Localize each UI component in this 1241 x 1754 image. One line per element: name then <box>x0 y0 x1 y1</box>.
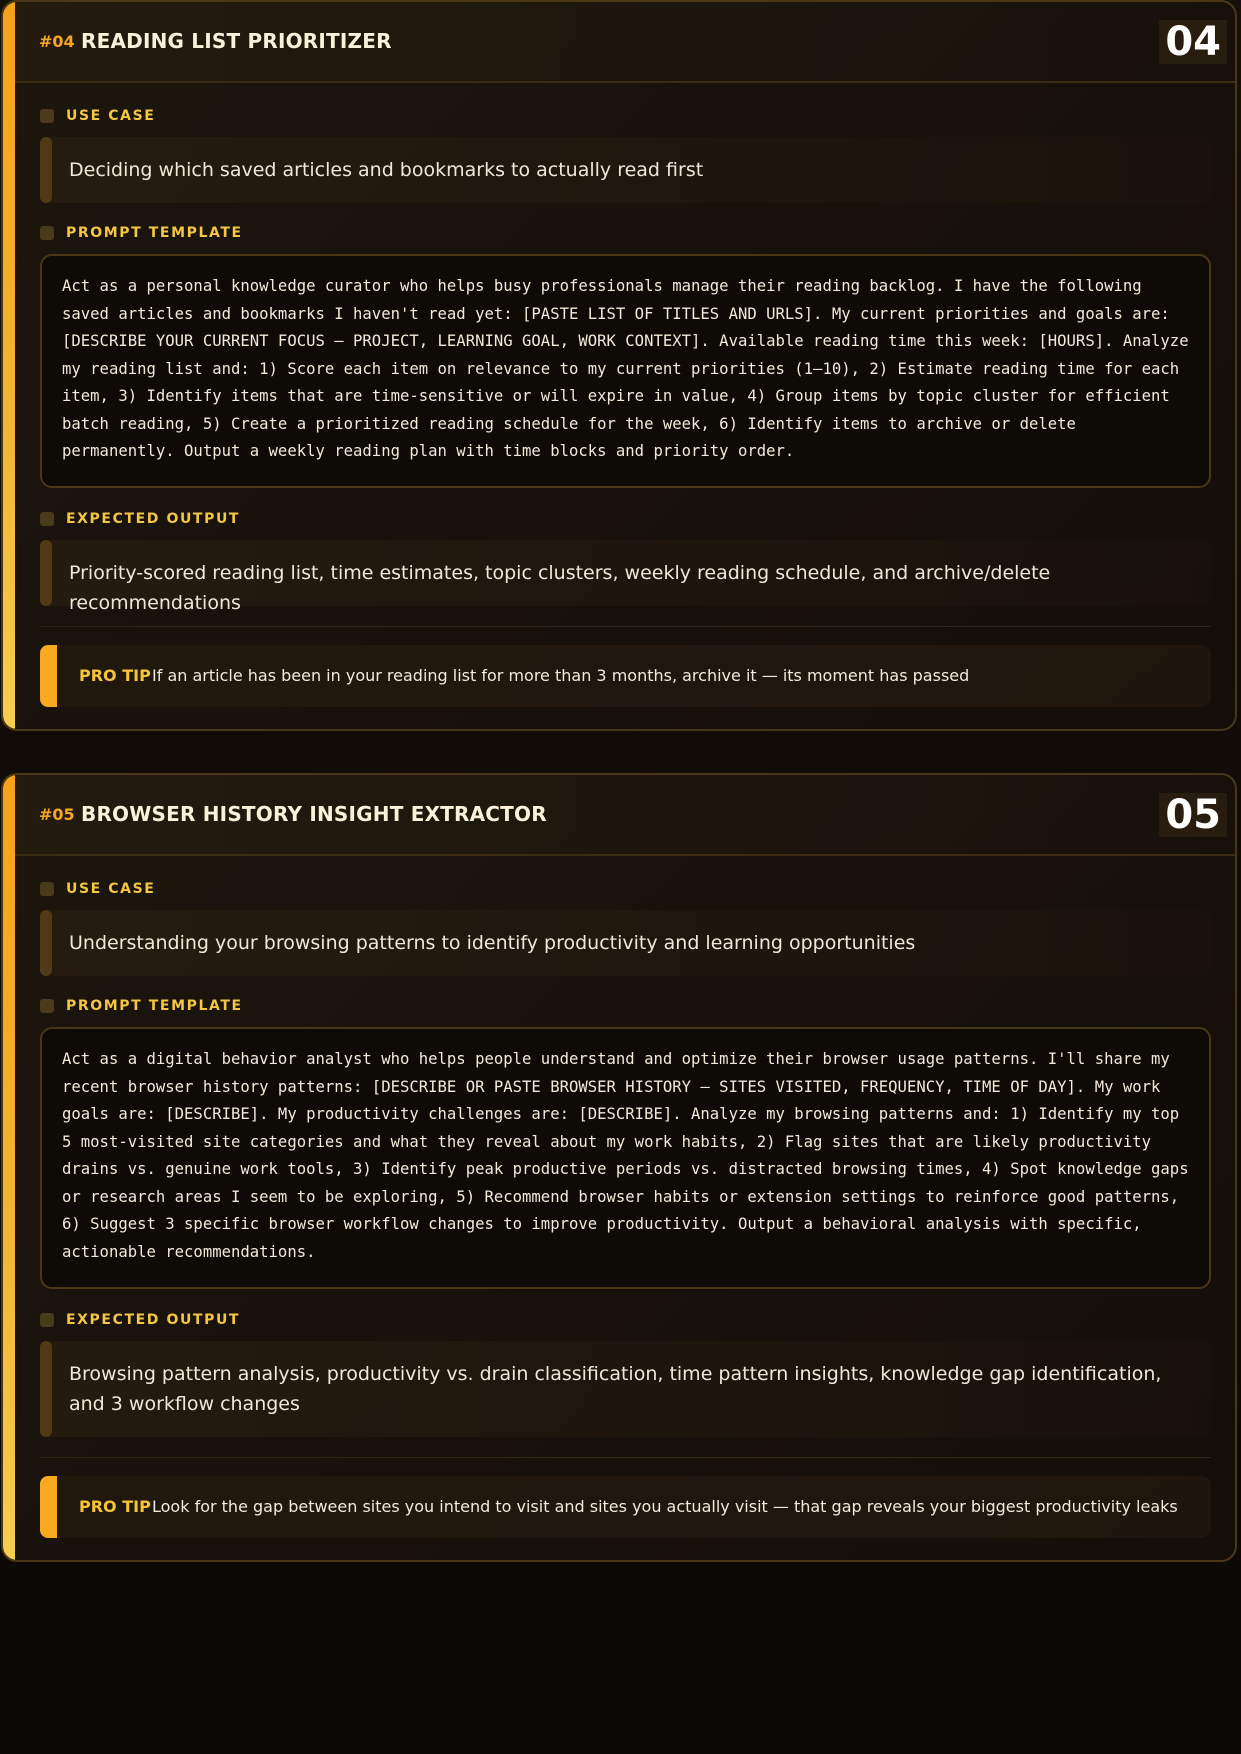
pro-tip-text: If an article has been in your reading list for more than 3 months, archive it — its moment has passed <box>152 666 970 685</box>
checkbox-icon <box>40 512 54 526</box>
pro-tip-bar <box>40 1476 57 1538</box>
pro-tip-label: PRO TIP <box>79 1497 151 1516</box>
checkbox-icon <box>40 226 54 240</box>
card-big-number: 05 <box>1159 793 1227 837</box>
section-divider <box>40 1457 1211 1458</box>
checkbox-icon <box>40 882 54 896</box>
use-case-text: Understanding your browsing patterns to identify productivity and learning opportunities <box>69 932 916 954</box>
prompt-template-label: PROMPT TEMPLATE <box>40 998 243 1014</box>
section-divider <box>40 626 1211 627</box>
use-case-text: Deciding which saved articles and bookmarks to actually read first <box>69 159 704 181</box>
quote-bar <box>40 540 52 606</box>
card-number-tag: #04 <box>39 32 75 51</box>
pro-tip-label: PRO TIP <box>79 666 151 685</box>
expected-output-text: Browsing pattern analysis, productivity vs. drain classification, time pattern insights, knowledge gap identification, and 3 workflow changes <box>69 1363 1162 1415</box>
pro-tip-bar <box>40 645 57 707</box>
checkbox-icon <box>40 1313 54 1327</box>
use-case-label: USE CASE <box>40 881 155 897</box>
card-accent-bar <box>3 775 15 1560</box>
quote-bar <box>40 1341 52 1437</box>
card-title: BROWSER HISTORY INSIGHT EXTRACTOR <box>81 802 547 826</box>
quote-bar <box>40 137 52 203</box>
pro-tip <box>40 645 1211 707</box>
card-header <box>15 2 1235 83</box>
card-big-number: 04 <box>1159 20 1227 64</box>
card-number-tag: #05 <box>39 805 75 824</box>
expected-output-label: EXPECTED OUTPUT <box>40 511 240 527</box>
card-title: READING LIST PRIORITIZER <box>81 29 392 53</box>
expected-output-block <box>40 540 1211 614</box>
checkbox-icon <box>40 999 54 1013</box>
pro-tip-text: Look for the gap between sites you intend to visit and sites you actually visit — that gap reveals your biggest productivity leaks <box>152 1497 1178 1516</box>
use-case-block <box>40 137 1211 203</box>
checkbox-icon <box>40 109 54 123</box>
quote-bar <box>40 910 52 976</box>
prompt-template-label: PROMPT TEMPLATE <box>40 225 243 241</box>
pro-tip <box>40 1476 1211 1538</box>
prompt-card-04 <box>1 0 1237 731</box>
use-case-block <box>40 910 1211 976</box>
use-case-label: USE CASE <box>40 108 155 124</box>
expected-output-block <box>40 1341 1211 1437</box>
prompt-template-box[interactable]: Act as a personal knowledge curator who helps busy professionals manage their reading backlog. I have the following saved articles and bookmarks I haven't read yet: [PASTE LIST OF TITLES AND URLS]. My current priorities and goals are: [DESCRIBE YOUR CURRENT FOCUS — PROJECT, LEARNING GOAL, WORK CONTEXT]. Available reading time this week: [HOURS]. Analyze my reading list and: 1) Score each item on relevance to my current priorities (1–10), 2) Estimate reading time for each item, 3) Identify items that are time-sensitive or will expire in value, 4) Group items by topic cluster for efficient batch reading, 5) Create a prioritized reading schedule for the week, 6) Identify items to archive or delete permanently. Output a weekly reading plan with time blocks and priority order. <box>40 254 1211 488</box>
prompt-template-box[interactable]: Act as a digital behavior analyst who helps people understand and optimize their browser usage patterns. I'll share my recent browser history patterns: [DESCRIBE OR PASTE BROWSER HISTORY — SITES VISITED, FREQUENCY, TIME OF DAY]. My work goals are: [DESCRIBE]. My productivity challenges are: [DESCRIBE]. Analyze my browsing patterns and: 1) Identify my top 5 most-visited site categories and what they reveal about my work habits, 2) Flag sites that are likely productivity drains vs. genuine work tools, 3) Identify peak productive periods vs. distracted browsing times, 4) Spot knowledge gaps or research areas I seem to be exploring, 5) Recommend browser habits or extension settings to reinforce good patterns, 6) Suggest 3 specific browser workflow changes to improve productivity. Output a behavioral analysis with specific, actionable recommendations. <box>40 1027 1211 1289</box>
expected-output-label: EXPECTED OUTPUT <box>40 1312 240 1328</box>
prompt-card-05 <box>1 773 1237 1562</box>
expected-output-text: Priority-scored reading list, time estimates, topic clusters, weekly reading schedule, and archive/delete recommendations <box>69 562 1051 614</box>
card-header <box>15 775 1235 856</box>
card-accent-bar <box>3 2 15 729</box>
